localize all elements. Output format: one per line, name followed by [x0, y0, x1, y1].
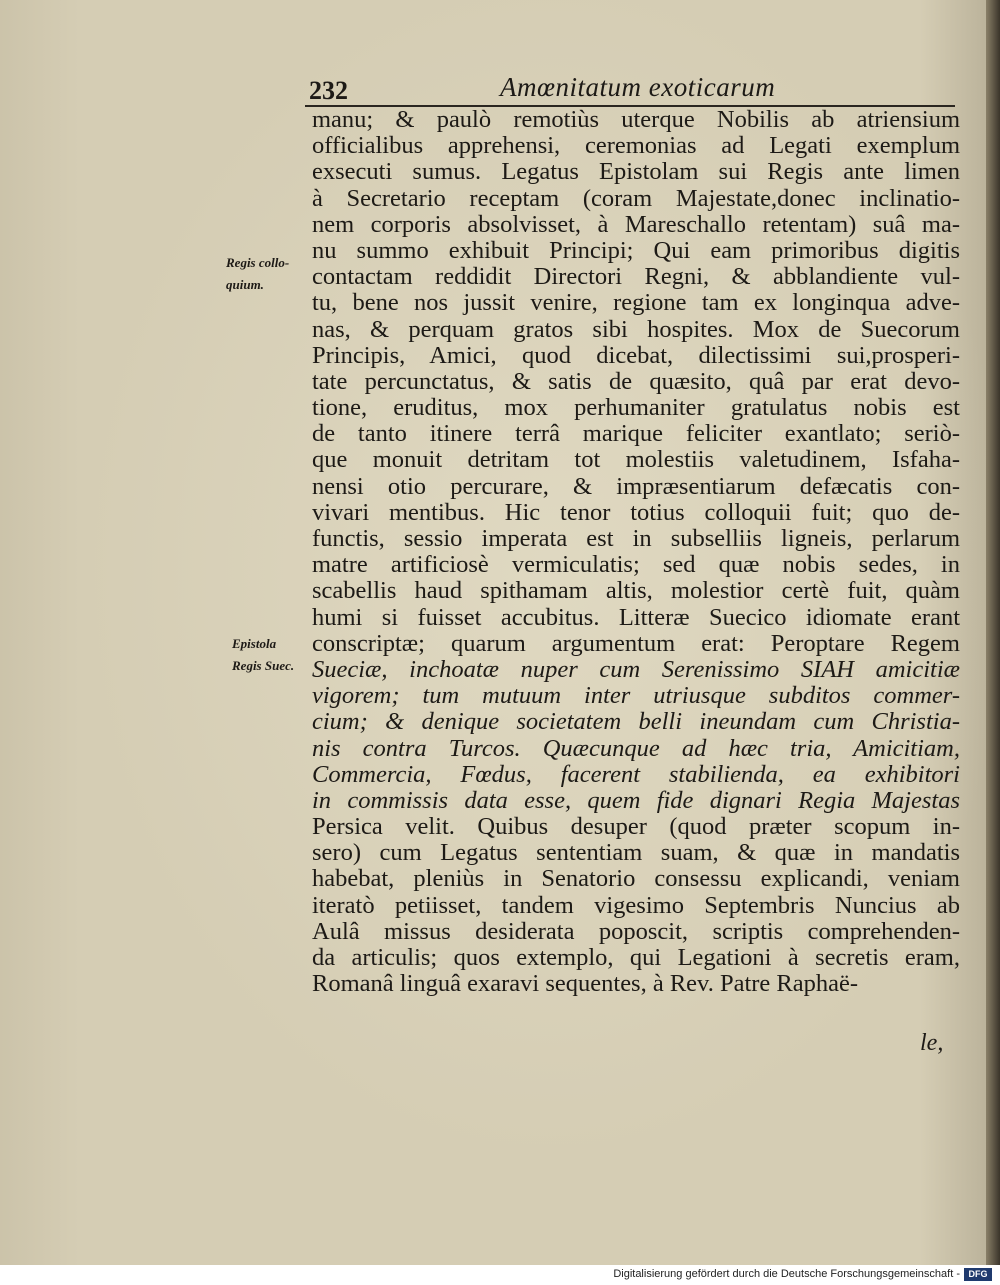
- text-line: iteratò petiisset, tandem vigesimo Septembris Nuncius ab: [312, 891, 960, 919]
- text-line: functis, sessio imperata est in subselliis ligneis, perlarum: [312, 525, 960, 552]
- body-text: [312, 107, 960, 997]
- text-line: nensi otio percurare, & impræsentiarum defæcatis con-: [312, 472, 960, 500]
- digitization-credit: Digitalisierung gefördert durch die Deutsche Forschungsgemeinschaft -: [613, 1268, 960, 1280]
- text-line: da articulis; quos extemplo, qui Legationi à secretis eram,: [312, 944, 960, 971]
- marginal-note-regis-colloquium: [226, 252, 289, 296]
- text-line: humi si fuisset accubitus. Litteræ Suecico idiomate erant: [312, 603, 960, 631]
- text-line: vigorem; tum mutuum inter utriusque subditos commer-: [312, 682, 960, 710]
- text-line: tate percunctatus, & satis de quæsito, quâ par erat devo-: [312, 367, 960, 395]
- text-line: contactam reddidit Directori Regni, & abblandiente vul-: [312, 263, 960, 291]
- running-head-title: Amœnitatum exoticarum: [500, 72, 776, 102]
- text-line: Principis, Amici, quod dicebat, dilectissimi sui,prosperi-: [312, 341, 960, 369]
- text-line: cium; & denique societatem belli ineundam cum Christia-: [312, 708, 960, 736]
- text-line: conscriptæ; quarum argumentum erat: Peroptare Regem: [312, 629, 960, 657]
- marginal-note-line: Regis Suec.: [232, 658, 295, 673]
- text-line: que monuit detritam tot molestiis valetudinem, Isfaha-: [312, 446, 960, 474]
- marginal-note-epistola: [232, 633, 294, 677]
- dfg-logo: DFG: [964, 1268, 992, 1281]
- page-number: 232: [309, 76, 348, 105]
- text-line: à Secretario receptam (coram Majestate,donec inclinatio-: [312, 184, 960, 212]
- text-line: tione, eruditus, mox perhumaniter gratulatus nobis est: [312, 394, 960, 422]
- text-line: Sueciæ, inchoatæ nuper cum Serenissimo SIAH amicitiæ: [312, 655, 960, 683]
- text-line: habebat, pleniùs in Senatorio consessu explicandi, veniam: [312, 865, 960, 893]
- running-head: [305, 72, 955, 106]
- marginal-note-line: quium.: [226, 277, 264, 292]
- text-line: exsecuti sumus. Legatus Epistolam sui Regis ante limen: [312, 158, 960, 186]
- catchword: le,: [920, 1030, 944, 1056]
- page-edge: [986, 0, 1000, 1265]
- marginal-note-line: Regis collo-: [226, 255, 290, 270]
- text-line: tu, bene nos jussit venire, regione tam ex longinqua adve-: [312, 289, 960, 317]
- text-line: matre artificiosè vermiculatis; sed quæ nobis sedes, in: [312, 551, 960, 579]
- text-line: nis contra Turcos. Quæcunque ad hæc tria, Amicitiam,: [312, 734, 960, 762]
- text-line: in commissis data esse, quem fide dignari Regia Majestas: [312, 786, 960, 814]
- text-line: Aulâ missus desiderata poposcit, scriptis comprehenden-: [312, 917, 960, 945]
- text-line: officialibus apprehensi, ceremonias ad Legati exemplum: [312, 132, 960, 160]
- text-line: nas, & perquam gratos sibi hospites. Mox de Suecorum: [312, 315, 960, 343]
- text-line: manu; & paulò remotiùs uterque Nobilis ab atriensium: [312, 106, 960, 133]
- text-line: nu summo exhibuit Principi; Qui eam primoribus digitis: [312, 236, 960, 264]
- text-line: de tanto itinere terrâ marique feliciter exantlato; seriò-: [312, 420, 960, 448]
- text-line: Romanâ linguâ exaravi sequentes, à Rev. Patre Raphaë-: [312, 970, 859, 998]
- text-line: scabellis haud spithamam altis, molestior certè fuit, quàm: [312, 577, 960, 605]
- text-line: nem corporis absolvisset, à Mareschallo retentam) suâ ma-: [312, 210, 960, 238]
- text-line: Persica velit. Quibus desuper (quod præter scopum in-: [312, 813, 960, 841]
- text-line: vivari mentibus. Hic tenor totius colloquii fuit; quo de-: [312, 498, 960, 526]
- text-line: sero) cum Legatus sententiam suam, & quæ in mandatis: [312, 839, 960, 867]
- text-line: Commercia, Fœdus, facerent stabilienda, ea exhibitori: [312, 760, 960, 788]
- marginal-note-line: Epistola: [232, 636, 277, 651]
